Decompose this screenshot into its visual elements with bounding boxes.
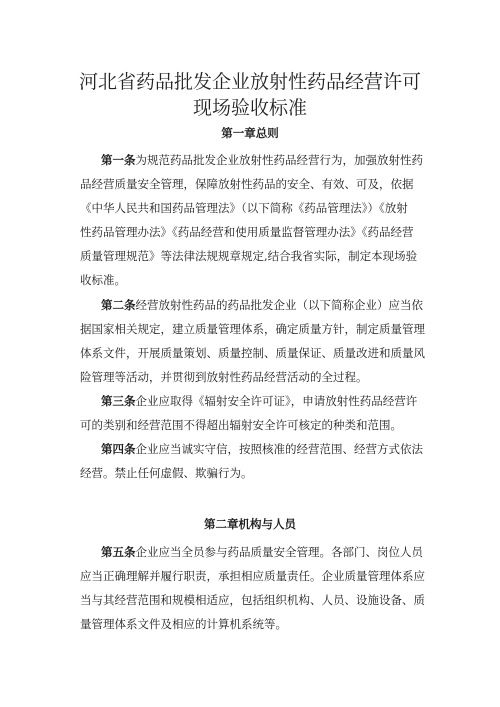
article-5-line-2: 应当正确理解并履行职责，承担相应质量责任。企业质量管理体系应 — [80, 569, 425, 583]
article-1-line-3: 《中华人民共和国药品管理法》（以下简称《药品管理法》）《放射 — [80, 201, 408, 215]
article-1-line-6: 收标准。 — [80, 273, 126, 287]
article-1-label: 第一条 — [101, 153, 136, 167]
article-4-line-1: 企业应当诚实守信，按照核准的经营范围、经营方式依法 — [135, 442, 423, 456]
article-3-label: 第三条 — [101, 394, 136, 408]
article-5-line-1: 企业应当全员参与药品质量安全管理。各部门、岗位人员 — [135, 545, 423, 559]
article-5-line-3: 当与其经营范围和规模相适应，包括组织机构、人员、设施设备、质 — [80, 593, 425, 607]
article-1-line-5: 质量管理规范》等法律法规规章规定,结合我省实际，制定本现场验 — [80, 249, 418, 263]
article-1-first-line — [101, 152, 423, 168]
chapter-1-heading: 第一章总则 — [221, 126, 279, 140]
article-2-line-4: 险管理等活动，并贯彻到放射性药品经营活动的全过程。 — [80, 370, 368, 384]
article-2-line-1: 经营放射性药品的药品批发企业（以下简称企业）应当依 — [135, 298, 423, 312]
article-2-line-3: 体系文件，开展质量策划、质量控制、质量保证、质量改进和质量风 — [80, 346, 425, 360]
article-5-first-line — [101, 544, 423, 560]
article-4-line-2: 经营。禁止任何虚假、欺骗行为。 — [80, 466, 253, 480]
article-2-label: 第二条 — [101, 298, 136, 312]
article-1-line-4: 性药品管理办法》《药品经营和使用质量监督管理办法》《药品经营 — [80, 225, 414, 239]
article-1-line-1: 为规范药品批发企业放射性药品经营行为，加强放射性药 — [135, 153, 423, 167]
article-3-first-line — [101, 393, 417, 409]
document-title-line-1: 河北省药品批发企业放射性药品经营许可 — [78, 71, 421, 93]
article-4-label: 第四条 — [101, 442, 136, 456]
article-3-line-2: 可的类别和经营范围不得超出辐射安全许可核定的种类和范围。 — [80, 418, 402, 432]
article-5-line-4: 量管理体系文件及相应的计算机系统等。 — [80, 617, 287, 631]
chapter-2-heading: 第二章机构与人员 — [204, 517, 296, 531]
article-5-label: 第五条 — [101, 545, 136, 559]
article-2-line-2: 据国家相关规定，建立质量管理体系，确定质量方针，制定质量管理 — [80, 322, 425, 336]
article-2-first-line — [101, 297, 423, 313]
article-4-first-line — [101, 441, 423, 457]
document-title-line-2: 现场验收标准 — [192, 97, 307, 119]
article-3-line-1: 企业应取得《辐射安全许可证》，申请放射性药品经营许 — [135, 394, 418, 408]
article-1-line-2: 品经营质量安全管理，保障放射性药品的安全、有效、可及，依据 — [80, 177, 414, 191]
